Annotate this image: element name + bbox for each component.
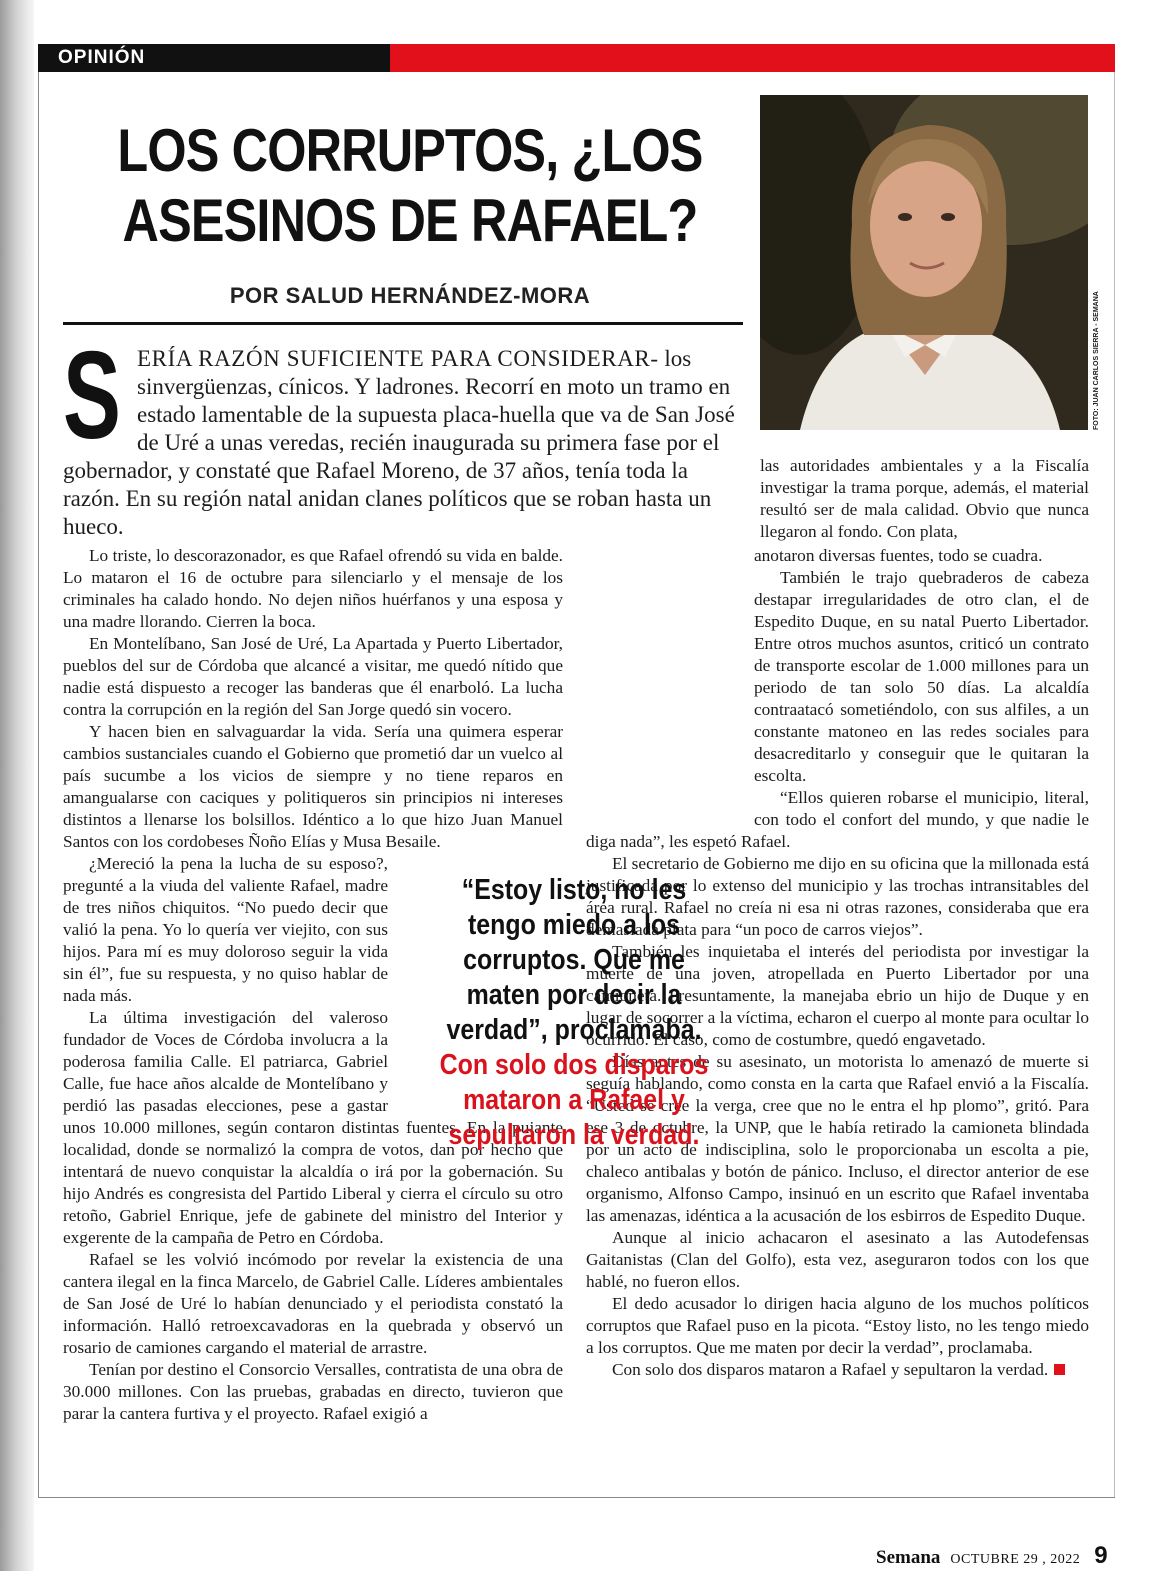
pull-quote-text: “Estoy listo, no les tengo miedo a los corruptos. Que me maten por decir la verdad”, proclamaba.	[446, 874, 702, 1046]
frame-line-right	[1114, 72, 1115, 1498]
frame-line-left	[38, 72, 39, 1498]
end-mark-icon	[1054, 1364, 1065, 1375]
page-footer	[876, 1542, 1108, 1570]
lead-paragraph	[63, 327, 746, 541]
paragraph: El dedo acusador lo dirigen hacia alguno de los muchos políticos corruptos que Rafael puso en la picota. “Estoy listo, no les tengo miedo a los corruptos. Que me maten por decir la verdad”, proclamaba.	[586, 1294, 1089, 1357]
lead-first-line: ERÍA RAZÓN SUFICIENTE PARA CONSIDERAR-	[137, 346, 659, 371]
magazine-name: Semana	[876, 1547, 941, 1568]
paragraph: ¿Mereció la pena la lucha de su esposo?, pregunté a la viuda del valiente Rafael, madre de tres niños chiquitos. “No puedo decir que valió la pena. Yo lo quería ver viejito, con sus hijos. Para mí es muy doloroso seguir la vida sin él”, fue su respuesta, y no quiso hablar de nada más.	[63, 854, 388, 1005]
paragraph-final	[586, 1359, 1089, 1381]
lead-text: los sinvergüenzas, cínicos. Y ladrones. Recorrí en moto un tramo en estado lamentable de la supuesta placa-huella que va de San José de Uré a unas veredas, recién inaugurada su primera fase por el gobernador, y constaté que Rafael Moreno, de 37 años, tenía toda la razón. En su región natal anidan clanes políticos que se roban hasta un hueco.	[63, 346, 735, 539]
paragraph: La última investigación del valeroso fundador de Voces de Córdoba involucra a la poderosa familia Calle. El patriarca, Gabriel Calle, fue hace años alcalde de Montelíbano y perdió las pasadas elecciones, pese a gastar unos 10.000 millones, según contaron distintas fuentes. En la pujante localidad, donde se normalizó la compra de votos, dan por hecho que intentará de nuevo conquistar la alcaldía o irá por la gobernación. Su hijo Andrés es congresista del Partido Liberal y cierra el círculo su otro retoño, Gabriel Enrique, jefe de gabinete del ministro del Interior y exgerente de la campaña de Petro en Córdoba.	[63, 1008, 563, 1247]
pull-quote	[404, 873, 744, 1153]
drop-cap: S	[63, 327, 121, 465]
article-headline: LOS CORRUPTOS, ¿LOS ASESINOS DE RAFAEL?	[117, 117, 703, 254]
article-byline: POR SALUD HERNÁNDEZ-MORA	[229, 283, 591, 308]
paragraph: Y hacen bien en salvaguardar la vida. Sería una quimera esperar cambios sustanciales cuando el Gobierno que prometió dar un vuelco al país sucumbe a los vicios de siempre y no tiene reparos en amangualarse con caciques y politiqueros sin principios ni intereses distintos a llenarse los bolsillos. Idéntico a lo que hizo Juan Manuel Santos con los cordobeses Ñoño Elías y Musa Besaile.	[63, 722, 563, 851]
paragraph: En Montelíbano, San José de Uré, La Apartada y Puerto Libertador, pueblos del sur de Córdoba que alcancé a visitar, me quedó nítido que nadie está dispuesto a recoger las banderas que él enarboló. La lucha contra la corrupción en la región del San Jorge quedó sin vocero.	[63, 634, 563, 719]
pull-quote-space	[586, 545, 754, 828]
paragraph: Rafael se les volvió incómodo por revelar la existencia de una cantera ilegal en la finca Marcelo, de Gabriel Calle. Líderes ambientales de San José de Uré lo habían denunciado y el periodista constató la información. Halló retroexcavadoras en la quebrada y observó un rosario de camiones cargando el material de arrastre.	[63, 1250, 563, 1357]
paragraph: “Ellos quieren robarse el municipio, literal, con todo el confort del mundo, y que nadie le diga nada”, les espetó Rafael.	[586, 788, 1089, 851]
paragraph: anotaron diversas fuentes, todo se cuadra.	[754, 546, 1043, 565]
section-header-bar	[38, 44, 1115, 72]
article-column-right-top: las autoridades ambientales y a la Fiscalía investigar la trama porque, además, el material resultó ser de mala calidad. Obvio que nunca llegaron al fondo. Con plata,	[760, 456, 1089, 541]
headline-rule	[63, 322, 743, 325]
paragraph: Días antes de su asesinato, un motorista lo amenazó de muerte si seguía hablando, como consta en la carta que Rafael envió a la Fiscalía. “Usted se cree la verga, cree que no le entra el hp plomo”, gritó. Para ese 3 de octubre, la UNP, que le había retirado la camioneta blindada por un acto de indisciplina, solo le proporcionaba un escolta a pie, chaleco antibalas y botón de pánico. Incluso, el director anterior de ese organismo, Alfonso Campo, insinuó en un escrito que Rafael inventaba las amenazas, idéntica a la acusación de los esbirros de Espedito Duque.	[586, 1052, 1089, 1225]
paragraph: También les inquietaba el interés del periodista por investigar la muerte de una joven, atropellada en Puerto Libertador por una camioneta. Presuntamente, la manejaba ebrio un hijo de Duque y en lugar de socorrer a la víctima, echaron el cuerpo al monte para ocultar lo ocurrido. El caso, como de costumbre, quedó engavetado.	[586, 942, 1089, 1049]
frame-line-bottom	[38, 1497, 1115, 1498]
section-accent-bar	[390, 44, 1115, 72]
author-portrait-photo	[760, 95, 1088, 430]
page-number: 9	[1094, 1542, 1108, 1569]
final-sentence: Con solo dos disparos mataron a Rafael y sepultaron la verdad.	[612, 1360, 1049, 1379]
paragraph: También le trajo quebraderos de cabeza destapar irregularidades de otro clan, el de Espedito Duque, en su natal Puerto Libertador. Entre otros muchos asuntos, criticó un contrato de transporte escolar de 1.000 millones para un periodo de tan solo 50 días. La alcaldía contraatacó sometiéndolo, con sus alfiles, a un constante matoneo en las redes sociales para desacreditarlo y conseguir que le quitaran la escolta.	[754, 568, 1089, 785]
pull-quote-highlight: Con solo dos disparos mataron a Rafael y sepultaron la verdad.	[439, 1049, 709, 1151]
page-spine-shadow	[0, 0, 34, 1571]
issue-date: OCTUBRE 29 , 2022	[950, 1552, 1081, 1567]
photo-credit: FOTO: JUAN CARLOS SIERRA - SEMANA	[1093, 291, 1100, 430]
paragraph: Tenían por destino el Consorcio Versalles, contratista de una obra de 30.000 millones. Con las pruebas, grabadas en directo, tuvieron que parar la cantera furtiva y el proyecto. Rafael exigió a	[63, 1360, 563, 1423]
section-label: OPINIÓN	[38, 44, 390, 72]
paragraph: Lo triste, lo descorazonador, es que Rafael ofrendó su vida en balde. Lo mataron el 16 de octubre para silenciarlo y el mensaje de los criminales ha calado hondo. No dejen niños huérfanos y una esposa y una madre llorando. Cierren la boca.	[63, 546, 563, 631]
paragraph: Aunque al inicio achacaron el asesinato a las Autodefensas Gaitanistas (Clan del Golfo), esta vez, aseguraron todos con los que hablé, no fueron ellos.	[586, 1228, 1089, 1291]
paragraph: El secretario de Gobierno me dijo en su oficina que la millonada está justificada por lo extenso del municipio y las trochas intransitables del área rural. Rafael no creía ni esa ni otras razones, consideraba que era demasiada plata para “un poco de carros viejos”.	[586, 854, 1089, 939]
